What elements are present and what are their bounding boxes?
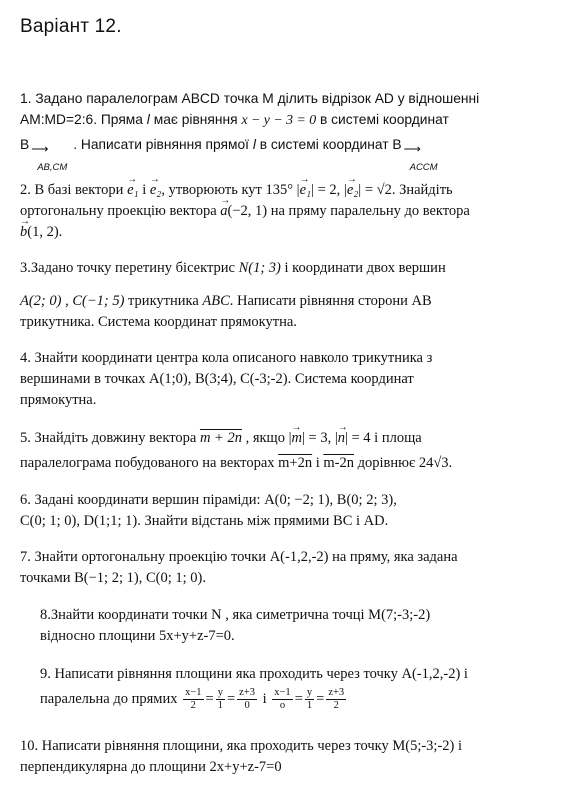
problem-8: 8.Знайти координати точки N , яка симетрична точці M(7;-3;-2) відносно площини 5x+y+z-7=0. (40, 607, 431, 644)
problem-9: 9. Написати рівняння площини яка проходить через точку A(-1,2,-2) і паралельна до прямих $\frac{x-1}{2}$ = $\frac{y}{1}$ = $\frac{z+3}{0}$ і $\frac{x-1}{o}$ = $\frac{y}{1}$ = $\frac{z+3}{2}$ (40, 666, 468, 711)
problem-2-line-2: ортогональну проекцію вектора → a(−2, 1) на пряму паралельну до вектора (20, 201, 470, 222)
problem-7: 7. Знайти ортогональну проекцію точки A(-1,2,-2) на пряму, яка задана точками B(−1; 2; 1), C(0; 1; 0). (20, 549, 458, 586)
problem-5 (20, 428, 452, 474)
fraction-1: $\frac{x-1}{2}$ (185, 687, 202, 711)
problem-3-line-3: трикутника. Система координат прямокутна. (20, 314, 297, 330)
problem-9-line-2: паралельна до прямих $\frac{x-1}{2}$ = $\frac{y}{1}$ = $\frac{z+3}{0}$ і $\frac{x-1}{o}$ = $\frac{y}{1}$ = $\frac{z+3}{2}$ (40, 687, 345, 711)
problem-2-line-3: → b(1, 2). (20, 222, 470, 243)
fraction-2: $\frac{y}{1}$ (217, 687, 223, 711)
problem-3-line-2: A(2; 0) , C(−1; 5) трикутника ABC. Написати рівняння сторони AB (20, 293, 432, 309)
fraction-6: $\frac{z+3}{2}$ (328, 687, 345, 711)
problem-5-line-2: паралелограма побудованого на векторах m+2n і m-2n дорівнює 24√3. (20, 455, 453, 471)
fraction-5: $\frac{y}{1}$ (306, 687, 313, 711)
problem-2 (20, 180, 470, 243)
problem-1-line-2: AM:MD=2:6. Пряма l має рівняння x − y − 3 = 0 в системі координат (20, 112, 449, 127)
problem-3 (20, 258, 446, 333)
problem-1-line-3: B ⟶ AB,CM . Написати рівняння прямої l в системі координат B ⟶ ACCM (20, 137, 438, 173)
problem-6: 6. Задані координати вершин піраміди: A(0; −2; 1), B(0; 2; 3), C(0; 1; 0), D(1;1; 1). Знайти відстань між прямими BC і AD. (20, 492, 397, 529)
fraction-4: $\frac{x-1}{o}$ (274, 687, 291, 711)
problem-3-line-1: 3.Задано точку перетину бісектрис N(1; 3) і координати двох вершин (20, 260, 446, 276)
problem-2-line-1: 2. В базі вектори → e₁ і → e₂, утворюють кут 135° |→ e₁| = 2, |→ e₂| = √2. Знайдіть (20, 180, 470, 201)
problem-1-line-1: 1. Задано паралелограм ABCD точка M ділить відрізок AD у відношенні (20, 91, 480, 106)
fraction-3: $\frac{z+3}{0}$ (239, 687, 255, 711)
problem-5-line-1: 5. Знайдіть довжину вектора m + 2n , якщо |→ m| = 3, |→ n| = 4 і площа (20, 428, 452, 449)
problem-4: 4. Знайти координати центра кола описаного навколо трикутника з вершинами в точках A(1;0), B(3;4), C(-3;-2). Система координат прямокутна. (20, 350, 433, 408)
problem-1 (20, 88, 480, 173)
page-title: Варіант 12. (20, 16, 122, 37)
problem-10: 10. Написати рівняння площини, яка проходить через точку M(5;-3;-2) і перпендикулярна до площини 2x+y+z-7=0 (20, 738, 463, 775)
